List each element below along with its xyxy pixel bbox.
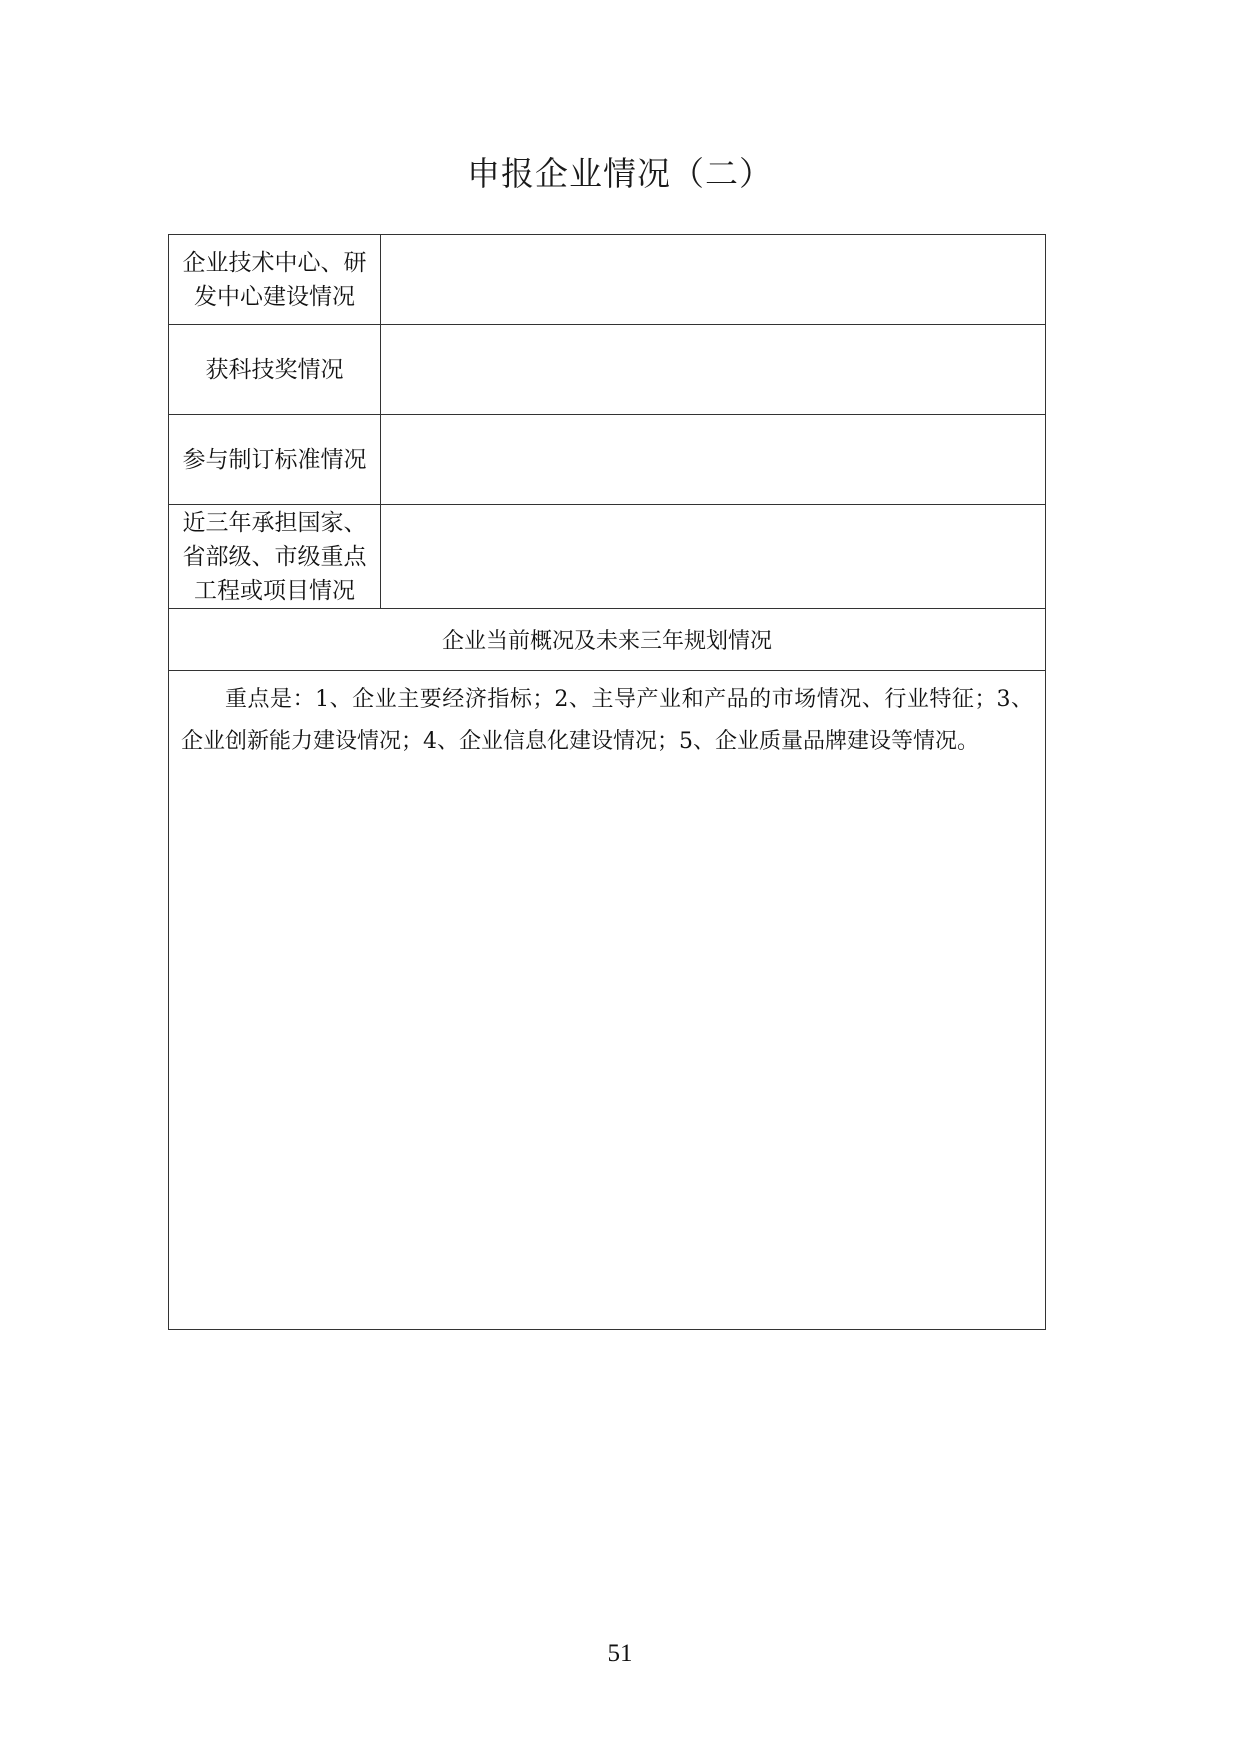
section-heading: 企业当前概况及未来三年规划情况 <box>169 609 1046 671</box>
row-label-tech-center: 企业技术中心、研发中心建设情况 <box>169 235 381 325</box>
row-label-standards: 参与制订标准情况 <box>169 415 381 505</box>
table-row <box>169 325 1046 415</box>
row-value-projects[interactable] <box>381 505 1046 609</box>
section-body-cell[interactable] <box>169 671 1046 1330</box>
row-value-tech-center[interactable] <box>381 235 1046 325</box>
table-row <box>169 609 1046 671</box>
page-number: 51 <box>607 1640 633 1667</box>
row-label-awards: 获科技奖情况 <box>169 325 381 415</box>
row-value-standards[interactable] <box>381 415 1046 505</box>
table-row <box>169 235 1046 325</box>
row-value-awards[interactable] <box>381 325 1046 415</box>
page-title: 申报企业情况（二） <box>467 154 773 193</box>
row-label-projects: 近三年承担国家、省部级、市级重点工程或项目情况 <box>169 505 381 609</box>
application-form-table <box>168 234 1046 1330</box>
table-row <box>169 505 1046 609</box>
section-body-text: 重点是：1、企业主要经济指标；2、主导产业和产品的市场情况、行业特征；3、企业创新能力建设情况；4、企业信息化建设情况；5、企业质量品牌建设等情况。 <box>181 687 1033 754</box>
table-row <box>169 415 1046 505</box>
table-row <box>169 671 1046 1330</box>
